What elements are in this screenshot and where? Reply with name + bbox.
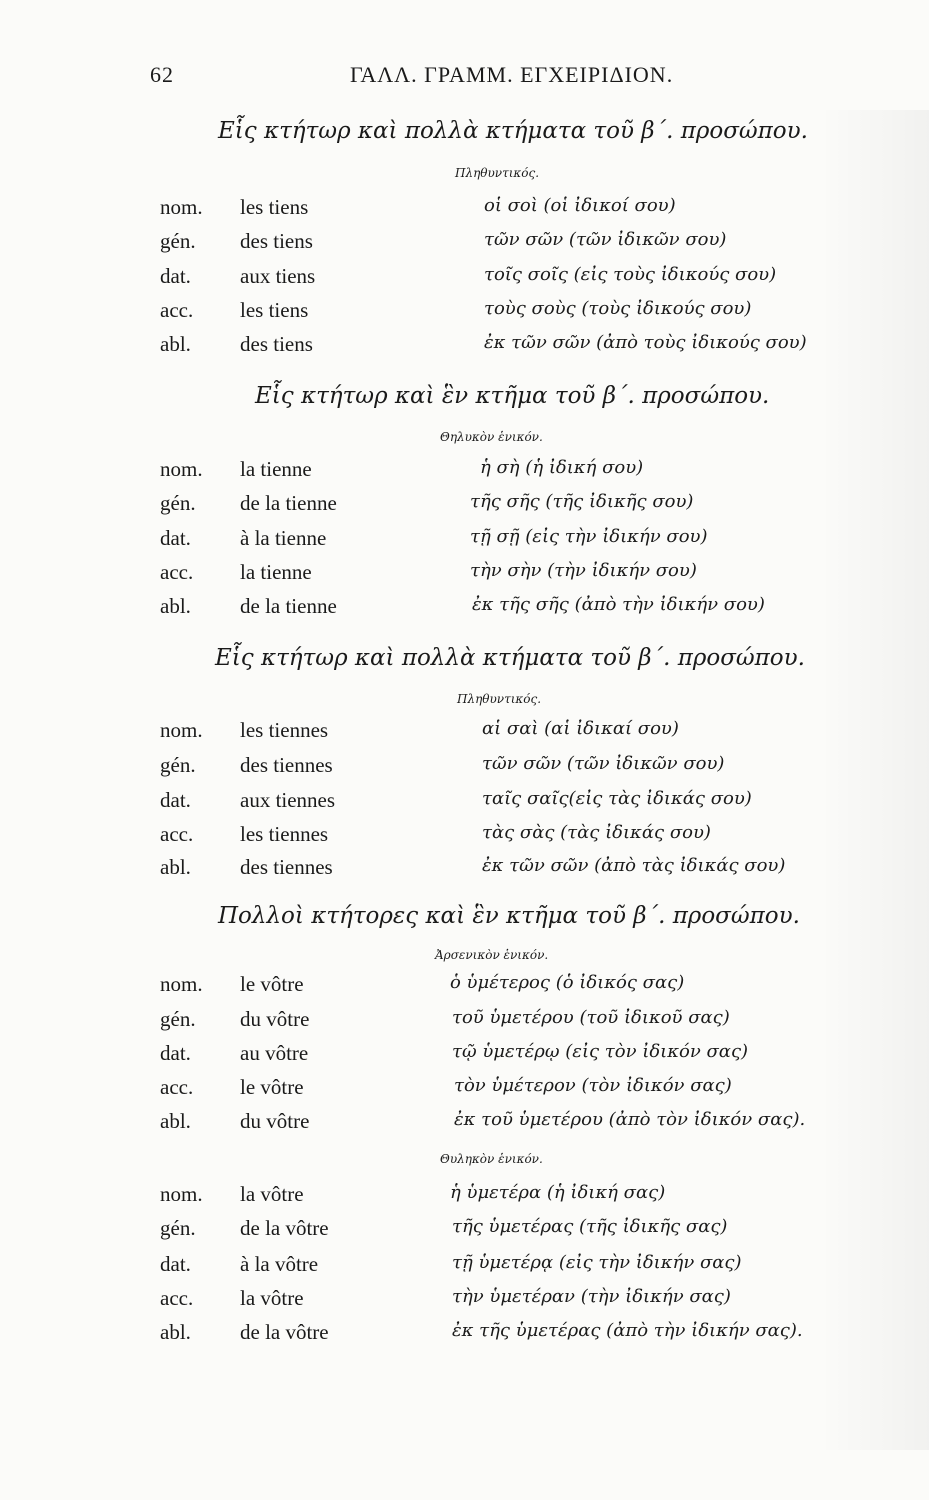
case-label: acc. xyxy=(160,298,194,322)
paradigm-row xyxy=(0,718,929,748)
greek-form: τῆς ὑμετέρας (τῆς ἰδικῆς σας) xyxy=(452,1216,728,1237)
case-label: gén. xyxy=(160,753,196,777)
french-form: du vôtre xyxy=(240,1007,310,1031)
french-form: la vôtre xyxy=(240,1182,304,1206)
case-label: gén. xyxy=(160,1216,196,1240)
case-label: nom. xyxy=(160,457,203,481)
paradigm-row xyxy=(0,1007,929,1037)
case-label: dat. xyxy=(160,1252,191,1276)
case-label: nom. xyxy=(160,718,203,742)
case-label: abl. xyxy=(160,855,191,879)
french-form: des tiennes xyxy=(240,753,333,777)
paradigm-row xyxy=(0,491,929,521)
paradigm-row xyxy=(0,298,929,328)
paradigm-row xyxy=(0,855,929,885)
greek-form: τῷ ὑμετέρῳ (εἰς τὸν ἰδικόν σας) xyxy=(452,1041,749,1062)
greek-form: τῶν σῶν (τῶν ἰδικῶν σου) xyxy=(484,229,727,250)
french-form: les tiennes xyxy=(240,718,329,742)
case-label: dat. xyxy=(160,1041,191,1065)
case-label: nom. xyxy=(160,972,203,996)
page-number: 62 xyxy=(150,62,174,87)
section-title: Εἷς κτήτωρ καὶ πολλὰ κτήματα τοῦ β΄. προσώπου. xyxy=(215,645,805,671)
case-label: acc. xyxy=(160,1286,194,1310)
french-form: des tiennes xyxy=(240,855,333,879)
french-form: les tiennes xyxy=(240,822,329,846)
case-label: abl. xyxy=(160,594,191,618)
french-form: la tienne xyxy=(240,560,312,584)
greek-form: τῇ σῇ (εἰς τὴν ἰδικήν σου) xyxy=(470,526,708,547)
case-label: abl. xyxy=(160,332,191,356)
paradigm-row xyxy=(0,753,929,783)
case-label: acc. xyxy=(160,560,194,584)
greek-form: τὴν ὑμετέραν (τὴν ἰδικήν σας) xyxy=(452,1286,731,1307)
french-form: des tiens xyxy=(240,229,313,253)
greek-form: τοῦ ὑμετέρου (τοῦ ἰδικοῦ σας) xyxy=(452,1007,730,1028)
section-subtitle: Πληθυντικός. xyxy=(457,692,542,706)
section-subtitle: Θυληκὸν ἑνικόν. xyxy=(440,1152,543,1166)
french-form: des tiens xyxy=(240,332,313,356)
paradigm-row xyxy=(0,195,929,225)
french-form: à la tienne xyxy=(240,526,327,550)
section-subtitle: Θηλυκὸν ἑνικόν. xyxy=(440,430,543,444)
french-form: de la tienne xyxy=(240,594,337,618)
section-title: Εἷς κτήτωρ καὶ πολλὰ κτήματα τοῦ β΄. προσώπου. xyxy=(218,118,808,144)
french-form: le vôtre xyxy=(240,972,304,996)
french-form: la tienne xyxy=(240,457,312,481)
section-title: Εἷς κτήτωρ καὶ ἓν κτῆμα τοῦ β΄. προσώπου. xyxy=(255,383,770,409)
greek-form: ἐκ τοῦ ὑμετέρου (ἀπὸ τὸν ἰδικόν σας). xyxy=(454,1109,806,1130)
greek-form: ἐκ τῆς σῆς (ἀπὸ τὴν ἰδικήν σου) xyxy=(472,594,765,615)
paradigm-row xyxy=(0,1109,929,1139)
greek-form: ἐκ τῶν σῶν (ἀπὸ τοὺς ἰδικούς σου) xyxy=(484,332,807,353)
paradigm-row xyxy=(0,822,929,852)
case-label: acc. xyxy=(160,1075,194,1099)
french-form: la vôtre xyxy=(240,1286,304,1310)
greek-form: τὴν σὴν (τὴν ἰδικήν σου) xyxy=(470,560,697,581)
greek-form: ταῖς σαῖς(εἰς τὰς ἰδικάς σου) xyxy=(482,788,752,809)
paradigm-row xyxy=(0,332,929,362)
case-label: abl. xyxy=(160,1320,191,1344)
greek-form: ἡ σὴ (ἡ ἰδική σου) xyxy=(480,457,644,478)
greek-form: τῶν σῶν (τῶν ἰδικῶν σου) xyxy=(482,753,725,774)
greek-form: οἱ σοὶ (οἱ ἰδικοί σου) xyxy=(484,195,676,216)
paradigm-row xyxy=(0,1182,929,1212)
french-form: le vôtre xyxy=(240,1075,304,1099)
greek-form: τοὺς σοὺς (τοὺς ἰδικούς σου) xyxy=(484,298,752,319)
greek-form: ἐκ τῶν σῶν (ἀπὸ τὰς ἰδικάς σου) xyxy=(482,855,786,876)
paradigm-row xyxy=(0,1320,929,1350)
french-form: de la vôtre xyxy=(240,1216,329,1240)
greek-form: τὸν ὑμέτερον (τὸν ἰδικόν σας) xyxy=(454,1075,732,1096)
paradigm-row xyxy=(0,1216,929,1246)
greek-form: τῇ ὑμετέρᾳ (εἰς τὴν ἰδικήν σας) xyxy=(452,1252,742,1273)
case-label: abl. xyxy=(160,1109,191,1133)
case-label: gén. xyxy=(160,229,196,253)
case-label: acc. xyxy=(160,822,194,846)
case-label: nom. xyxy=(160,195,203,219)
paradigm-row xyxy=(0,264,929,294)
paradigm-row xyxy=(0,457,929,487)
case-label: dat. xyxy=(160,526,191,550)
section-subtitle: Ἀρσενικὸν ἑνικόν. xyxy=(435,948,549,962)
french-form: aux tiens xyxy=(240,264,316,288)
paradigm-row xyxy=(0,229,929,259)
greek-form: τοῖς σοῖς (εἰς τοὺς ἰδικούς σου) xyxy=(484,264,777,285)
section-title: Πολλοὶ κτήτορες καὶ ἓν κτῆμα τοῦ β΄. προσώπου. xyxy=(218,903,800,929)
french-form: aux tiennes xyxy=(240,788,336,812)
paradigm-row xyxy=(0,594,929,624)
case-label: gén. xyxy=(160,1007,196,1031)
greek-form: αἱ σαὶ (αἱ ἰδικαί σου) xyxy=(482,718,679,739)
section-subtitle: Πληθυντικός. xyxy=(455,166,540,180)
french-form: au vôtre xyxy=(240,1041,309,1065)
greek-form: ὁ ὑμέτερος (ὁ ἰδικός σας) xyxy=(450,972,685,993)
paradigm-row xyxy=(0,1252,929,1282)
greek-form: ἐκ τῆς ὑμετέρας (ἀπὸ τὴν ἰδικήν σας). xyxy=(452,1320,803,1341)
paradigm-row xyxy=(0,1286,929,1316)
french-form: du vôtre xyxy=(240,1109,310,1133)
greek-form: τὰς σὰς (τὰς ἰδικάς σου) xyxy=(482,822,711,843)
paradigm-row xyxy=(0,788,929,818)
paradigm-row xyxy=(0,1075,929,1105)
french-form: à la vôtre xyxy=(240,1252,319,1276)
case-label: nom. xyxy=(160,1182,203,1206)
greek-form: τῆς σῆς (τῆς ἰδικῆς σου) xyxy=(470,491,694,512)
paradigm-row xyxy=(0,972,929,1002)
greek-form: ἡ ὑμετέρα (ἡ ἰδική σας) xyxy=(450,1182,666,1203)
case-label: dat. xyxy=(160,264,191,288)
case-label: dat. xyxy=(160,788,191,812)
paradigm-row xyxy=(0,526,929,556)
french-form: les tiens xyxy=(240,298,309,322)
running-title: ΓΑΛΛ. ΓΡΑΜΜ. ΕΓΧΕΙΡΙΔΙΟΝ. xyxy=(350,62,674,87)
case-label: gén. xyxy=(160,491,196,515)
french-form: les tiens xyxy=(240,195,309,219)
french-form: de la vôtre xyxy=(240,1320,329,1344)
paradigm-row xyxy=(0,560,929,590)
paradigm-row xyxy=(0,1041,929,1071)
french-form: de la tienne xyxy=(240,491,337,515)
